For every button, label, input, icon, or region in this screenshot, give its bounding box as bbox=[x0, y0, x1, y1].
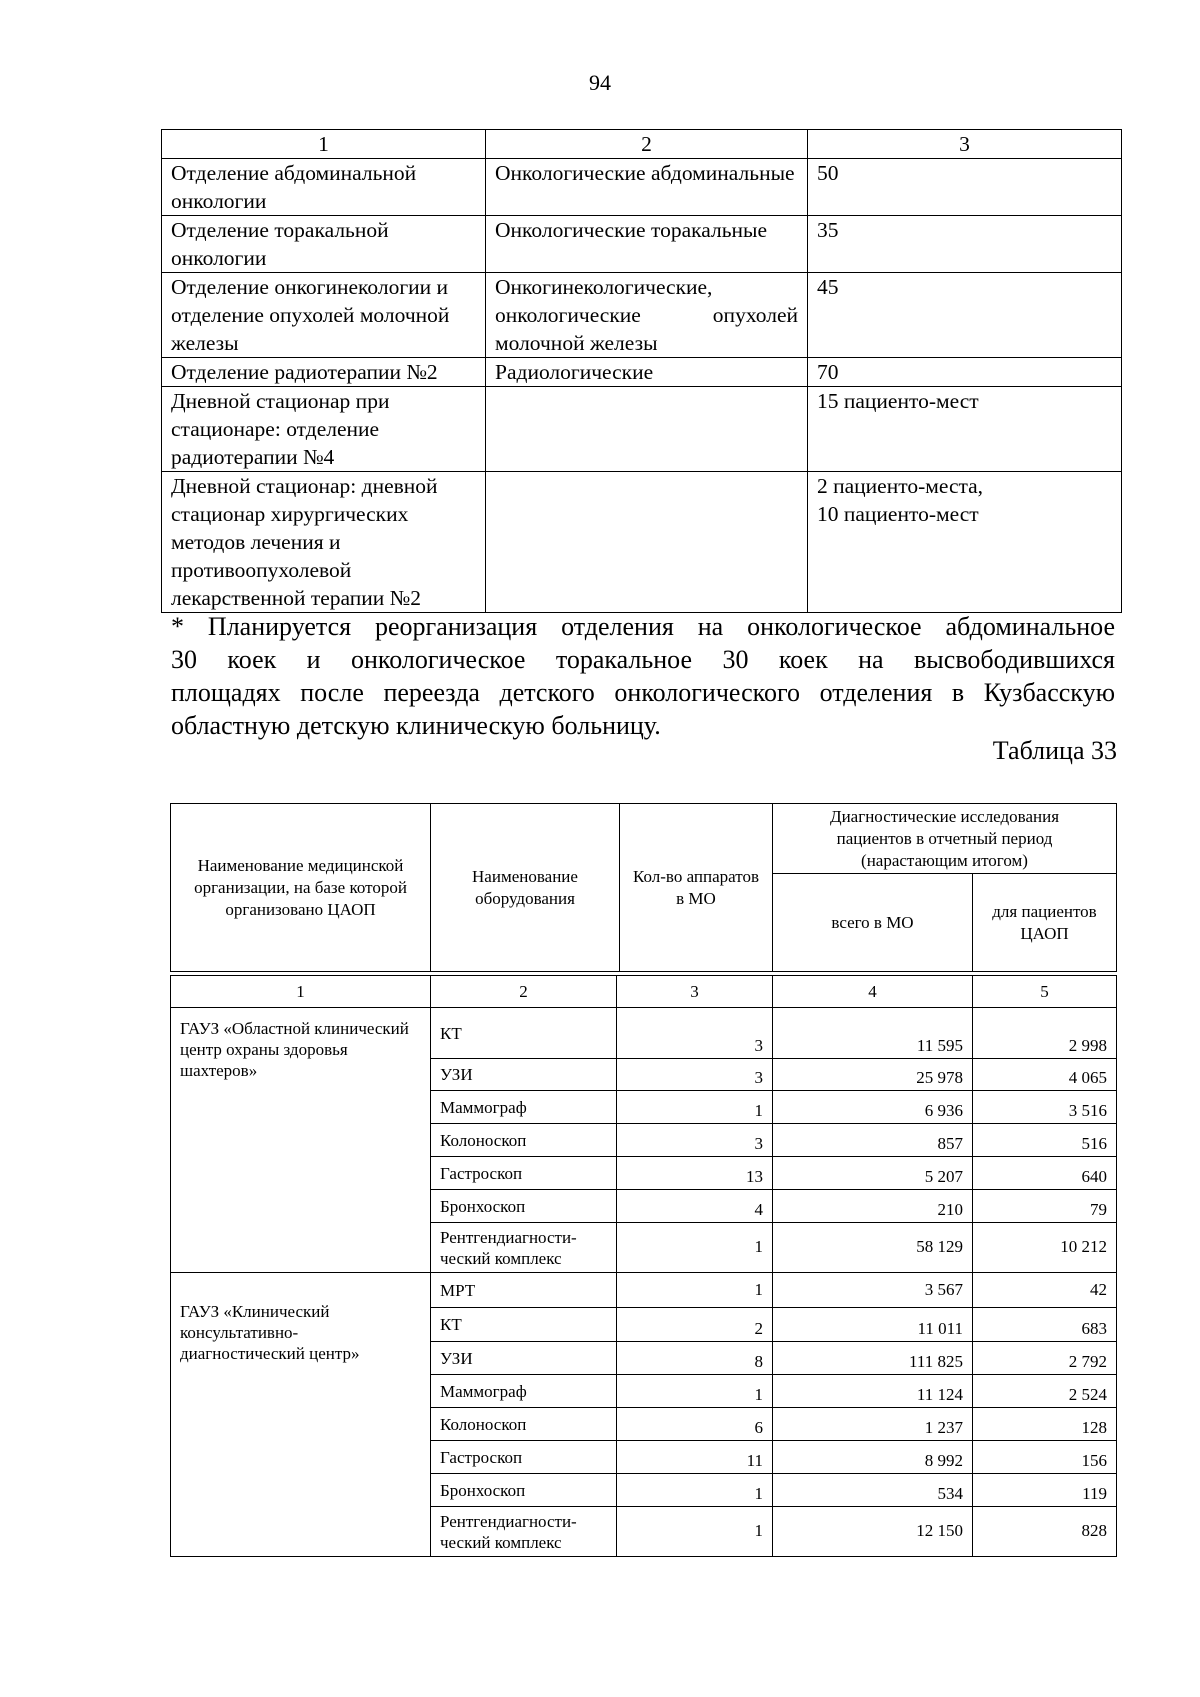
equipment-count: 1 bbox=[617, 1507, 773, 1557]
caop-studies: 2 524 bbox=[973, 1375, 1117, 1408]
table-row bbox=[162, 358, 1122, 387]
profile-name bbox=[486, 472, 808, 613]
caop-studies: 128 bbox=[973, 1408, 1117, 1441]
equipment-count: 13 bbox=[617, 1157, 773, 1190]
profile-line: онкологические опухолей bbox=[495, 303, 798, 327]
equipment-count: 3 bbox=[617, 1008, 773, 1059]
header-org: Наименование медицинской организации, на базе которой организовано ЦАОП bbox=[171, 804, 431, 972]
equipment-table bbox=[170, 975, 1117, 1557]
equipment-count: 4 bbox=[617, 1190, 773, 1223]
department-name: Отделение торакальной онкологии bbox=[162, 216, 486, 273]
page-number: 94 bbox=[589, 70, 611, 95]
total-studies: 111 825 bbox=[773, 1342, 973, 1375]
footnote-line: областную детскую клиническую больницу. bbox=[171, 711, 661, 740]
total-studies: 58 129 bbox=[773, 1223, 973, 1273]
beds-line: 10 пациенто-мест bbox=[817, 502, 979, 526]
department-name: Отделение радиотерапии №2 bbox=[162, 358, 486, 387]
total-studies: 534 bbox=[773, 1474, 973, 1507]
profile-name: Онкологические абдоминальные bbox=[486, 159, 808, 216]
caop-studies: 79 bbox=[973, 1190, 1117, 1223]
profile-name bbox=[486, 387, 808, 472]
table-header-row bbox=[162, 130, 1122, 159]
total-studies: 6 936 bbox=[773, 1091, 973, 1124]
footnote-line: площадях после переезда детского онкологического отделения в Кузбасскую bbox=[171, 678, 1115, 707]
equipment-name: Маммограф bbox=[431, 1375, 617, 1408]
caop-studies: 683 bbox=[973, 1308, 1117, 1342]
header-count: Кол-во аппаратов в МО bbox=[620, 804, 773, 972]
profile-line: молочной железы bbox=[495, 331, 658, 355]
total-studies: 210 bbox=[773, 1190, 973, 1223]
caop-studies: 119 bbox=[973, 1474, 1117, 1507]
equipment-name: Гастроскоп bbox=[431, 1157, 617, 1190]
profile-line: Онкогинекологические, bbox=[495, 275, 713, 299]
total-studies: 857 bbox=[773, 1124, 973, 1157]
total-studies: 8 992 bbox=[773, 1441, 973, 1474]
equipment-name: Колоноскоп bbox=[431, 1124, 617, 1157]
equipment-name: Гастроскоп bbox=[431, 1441, 617, 1474]
equipment-name: Рентгендиагности-ческий комплекс bbox=[431, 1507, 617, 1557]
column-number: 2 bbox=[486, 130, 808, 159]
column-number: 3 bbox=[617, 976, 773, 1008]
total-studies: 12 150 bbox=[773, 1507, 973, 1557]
column-number: 2 bbox=[431, 976, 617, 1008]
equipment-count: 2 bbox=[617, 1308, 773, 1342]
beds-count: 35 bbox=[808, 216, 1122, 273]
footnote-line: 30 коек и онкологическое торакальное 30 коек на высвободившихся bbox=[171, 645, 1115, 674]
total-studies: 3 567 bbox=[773, 1273, 973, 1308]
header-for-caop: для пациентов ЦАОП bbox=[973, 874, 1117, 972]
beds-count: 50 bbox=[808, 159, 1122, 216]
column-number: 3 bbox=[808, 130, 1122, 159]
beds-count: 45 bbox=[808, 273, 1122, 358]
equipment-name: Бронхоскоп bbox=[431, 1474, 617, 1507]
equipment-count: 6 bbox=[617, 1408, 773, 1441]
total-studies: 11 595 bbox=[773, 1008, 973, 1059]
header-total-mo: всего в МО bbox=[773, 874, 973, 972]
beds-count: 15 пациенто-мест bbox=[808, 387, 1122, 472]
beds-line: 2 пациенто-места, bbox=[817, 474, 984, 498]
column-number: 5 bbox=[973, 976, 1117, 1008]
equipment-name: Колоноскоп bbox=[431, 1408, 617, 1441]
equipment-count: 1 bbox=[617, 1273, 773, 1308]
table-row bbox=[162, 472, 1122, 613]
caop-studies: 3 516 bbox=[973, 1091, 1117, 1124]
caop-studies: 640 bbox=[973, 1157, 1117, 1190]
caop-studies: 10 212 bbox=[973, 1223, 1117, 1273]
caop-studies: 828 bbox=[973, 1507, 1117, 1557]
table-header-row bbox=[171, 976, 1117, 1008]
equipment-name: Рентгендиагности-ческий комплекс bbox=[431, 1223, 617, 1273]
table-row bbox=[162, 159, 1122, 216]
equipment-name: Бронхоскоп bbox=[431, 1190, 617, 1223]
equipment-count: 3 bbox=[617, 1059, 773, 1091]
caop-studies: 4 065 bbox=[973, 1059, 1117, 1091]
equipment-count: 1 bbox=[617, 1223, 773, 1273]
equipment-name: КТ bbox=[431, 1308, 617, 1342]
total-studies: 25 978 bbox=[773, 1059, 973, 1091]
column-number: 4 bbox=[773, 976, 973, 1008]
equipment-count: 1 bbox=[617, 1091, 773, 1124]
organization-name: ГАУЗ «Областной клинический центр охраны здоровья шахтеров» bbox=[171, 1008, 431, 1273]
equipment-count: 3 bbox=[617, 1124, 773, 1157]
beds-count bbox=[808, 472, 1122, 613]
equipment-name: УЗИ bbox=[431, 1059, 617, 1091]
caop-studies: 2 792 bbox=[973, 1342, 1117, 1375]
footnote-line: * Планируется реорганизация отделения на онкологическое абдоминальное bbox=[171, 612, 1115, 641]
beds-table bbox=[161, 129, 1122, 613]
organization-name: ГАУЗ «Клинический консультативно-диагностический центр» bbox=[171, 1273, 431, 1557]
equipment-count: 1 bbox=[617, 1474, 773, 1507]
table-row bbox=[162, 273, 1122, 358]
total-studies: 11 011 bbox=[773, 1308, 973, 1342]
profile-name bbox=[486, 273, 808, 358]
column-number: 1 bbox=[171, 976, 431, 1008]
department-name: Дневной стационар при стационаре: отделение радиотерапии №4 bbox=[162, 387, 486, 472]
equipment-count: 1 bbox=[617, 1375, 773, 1408]
table-row bbox=[171, 1008, 1117, 1059]
total-studies: 1 237 bbox=[773, 1408, 973, 1441]
caop-studies: 516 bbox=[973, 1124, 1117, 1157]
table-row bbox=[162, 387, 1122, 472]
equipment-name: МРТ bbox=[431, 1273, 617, 1308]
department-name: Отделение онкогинекологии и отделение опухолей молочной железы bbox=[162, 273, 486, 358]
footnote bbox=[171, 610, 1115, 742]
column-number: 1 bbox=[162, 130, 486, 159]
equipment-count: 8 bbox=[617, 1342, 773, 1375]
table-row bbox=[162, 216, 1122, 273]
table-caption: Таблица 33 bbox=[992, 736, 1117, 765]
caop-studies: 42 bbox=[973, 1273, 1117, 1308]
header-diagnostics: Диагностические исследования пациентов в отчетный период (нарастающим итогом) bbox=[773, 804, 1117, 874]
profile-name: Онкологические торакальные bbox=[486, 216, 808, 273]
table-row bbox=[171, 1273, 1117, 1308]
header-equipment: Наименование оборудования bbox=[431, 804, 620, 972]
equipment-name: УЗИ bbox=[431, 1342, 617, 1375]
total-studies: 5 207 bbox=[773, 1157, 973, 1190]
caop-studies: 156 bbox=[973, 1441, 1117, 1474]
department-name: Дневной стационар: дневной стационар хирургических методов лечения и противоопухолевой лекарственной терапии №2 bbox=[162, 472, 486, 613]
caop-studies: 2 998 bbox=[973, 1008, 1117, 1059]
equipment-count: 11 bbox=[617, 1441, 773, 1474]
total-studies: 11 124 bbox=[773, 1375, 973, 1408]
equipment-table-header bbox=[170, 803, 1117, 972]
beds-count: 70 bbox=[808, 358, 1122, 387]
department-name: Отделение абдоминальной онкологии bbox=[162, 159, 486, 216]
profile-name: Радиологические bbox=[486, 358, 808, 387]
equipment-name: Маммограф bbox=[431, 1091, 617, 1124]
equipment-name: КТ bbox=[431, 1008, 617, 1059]
